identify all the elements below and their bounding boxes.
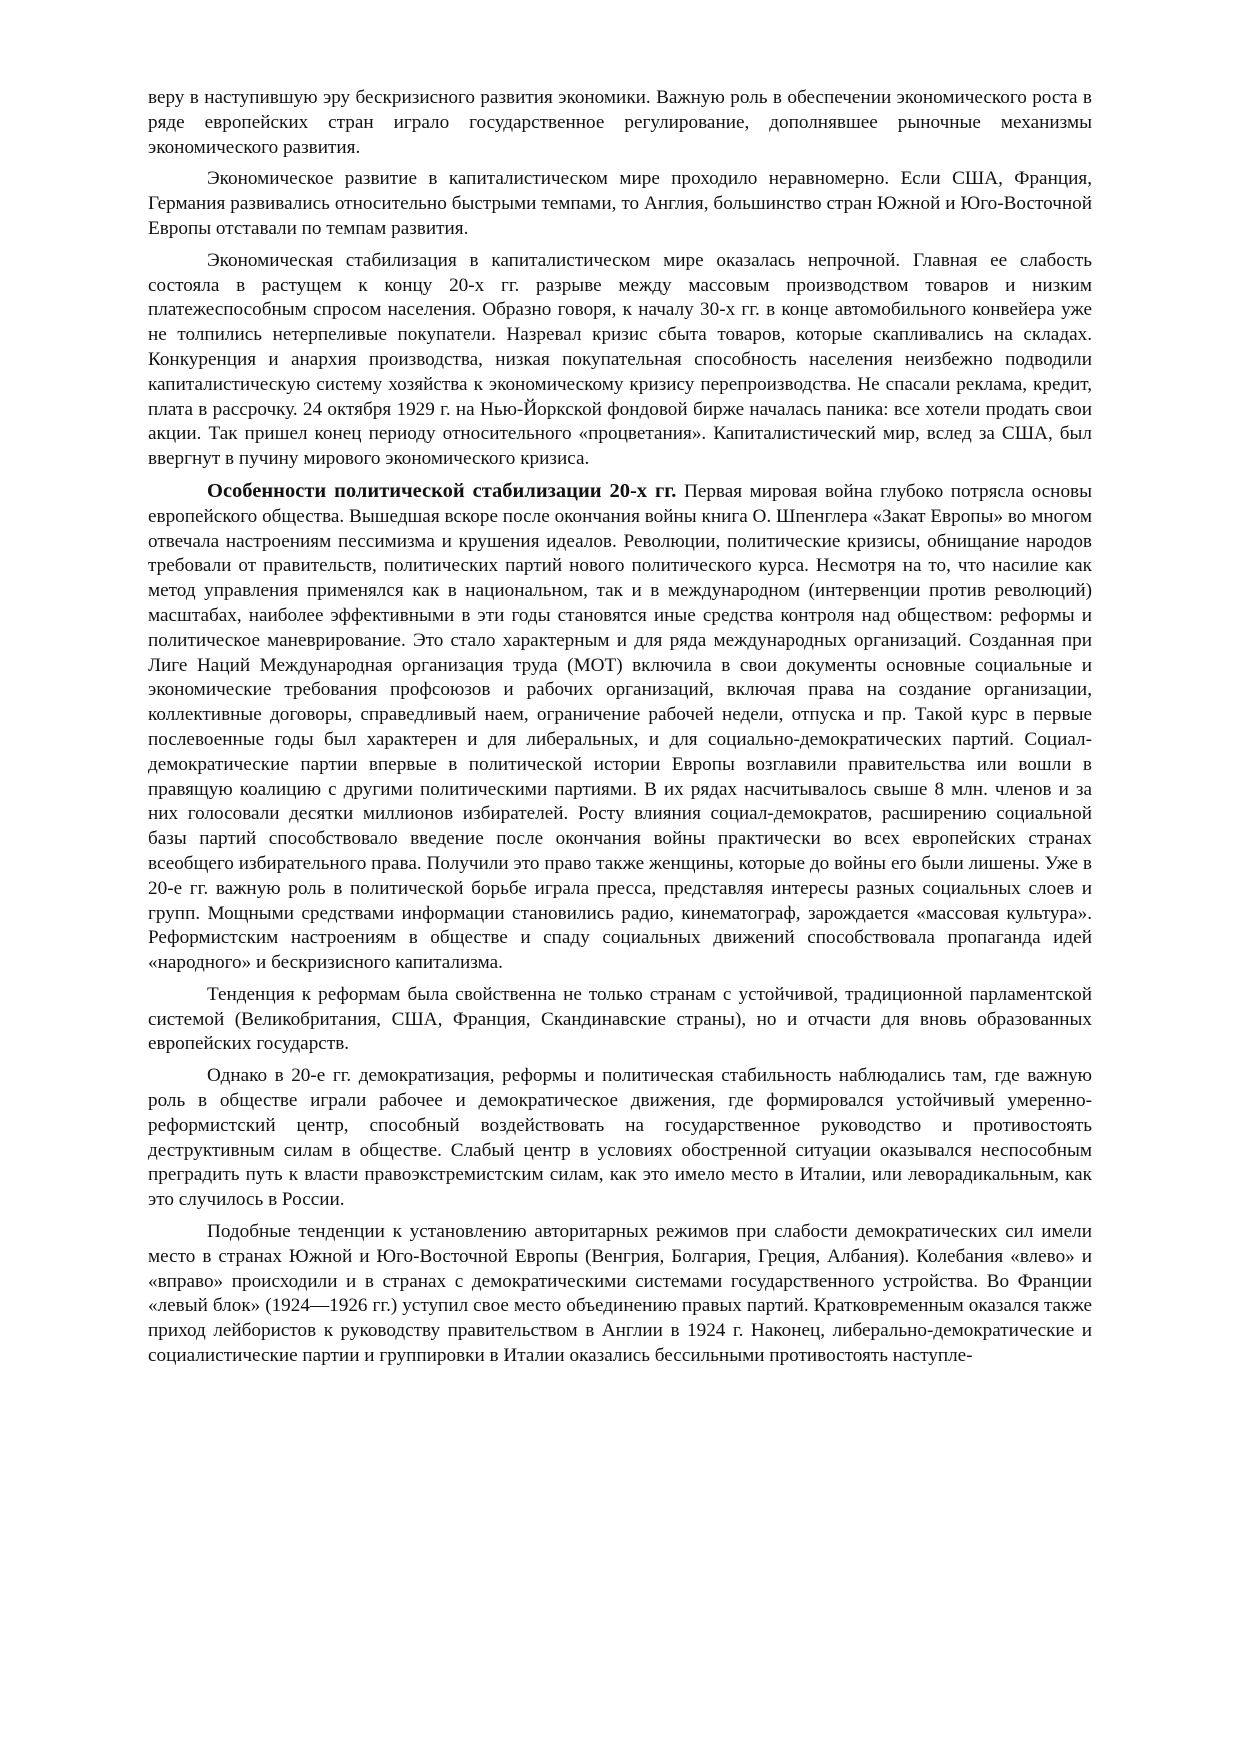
- paragraph-2-text: Экономическое развитие в капиталистическом мире проходило неравномерно. Если США, Франция, Германия развивались относительно быстрыми темпами, то Англия, большинство стран Южной и Юго-Восточной Европы отставали по темпам развития.: [148, 168, 1092, 239]
- section-heading: Особенности политической стабилизации 20-х гг.: [207, 479, 677, 502]
- paragraph-1-text: веру в наступившую эру бескризисного развития экономики. Важную роль в обеспечении экономического роста в ряде европейских стран играло государственное регулирование, дополнявшее рыночные механизмы экономического развития.: [148, 87, 1092, 158]
- paragraph-4: [148, 479, 1092, 976]
- paragraph-6-text: Однако в 20-е гг. демократизация, реформы и политическая стабильность наблюдались там, где важную роль в обществе играли рабочее и демократическое движения, где формировался устойчивый умеренно-реформистский центр, способный воздействовать на государственное руководство и противостоять деструктивным силам в обществе. Слабый центр в условиях обостренной ситуации оказывался неспособным преградить путь к власти правоэкстремистским силам, как это имело место в Италии, или леворадикальным, как это случилось в России.: [148, 1065, 1092, 1211]
- paragraph-2: [148, 167, 1092, 241]
- paragraph-3: [148, 249, 1092, 472]
- paragraph-7: [148, 1220, 1092, 1369]
- paragraph-4-text: Первая мировая война глубоко потрясла основы европейского общества. Вышедшая вскоре после окончания войны книга О. Шпенглера «Закат Европы» во многом отвечала настроениям пессимизма и крушения идеалов. Революции, политические кризисы, обнищание народов требовали от правительств, политических партий нового политического курса. Несмотря на то, что насилие как метод управления применялся как в национальном, так и в международном (интервенции против революций) масштабах, наиболее эффективными в эти годы становятся иные средства контроля над обществом: реформы и политическое маневрирование. Это стало характерным и для ряда международных организаций. Созданная при Лиге Наций Международная организация труда (МОТ) включила в свои документы основные социальные и экономические требования профсоюзов и рабочих организаций, включая права на создание организации, коллективные договоры, справедливый наем, ограничение рабочей недели, отпуска и пр. Такой курс в первые послевоенные годы был характерен и для либеральных, и для социально-демократических партий. Социал-демократические партии впервые в политической истории Европы возглавили правительства или вошли в правящую коалицию с другими политическими партиями. В их рядах насчитывалось свыше 8 млн. членов и за них голосовали десятки миллионов избирателей. Росту влияния социал-демократов, расширению социальной базы партий способствовало введение после окончания войны практически во всех европейских странах всеобщего избирательного права. Получили это право также женщины, которые до войны его были лишены. Уже в 20-е гг. важную роль в политической борьбе играла пресса, представляя интересы разных социальных слоев и групп. Мощными средствами информации становились радио, кинематограф, зарождается «массовая культура». Реформистским настроениям в обществе и спаду социальных движений способствовала пропаганда идей «народного» и бескризисного капитализма.: [148, 480, 1092, 974]
- paragraph-5: [148, 983, 1092, 1057]
- paragraph-7-text: Подобные тенденции к установлению авторитарных режимов при слабости демократических сил имели место в странах Южной и Юго-Восточной Европы (Венгрия, Болгария, Греция, Албания). Колебания «влево» и «вправо» происходили и в странах с демократическими системами государственного устройства. Во Франции «левый блок» (1924—1926 гг.) уступил свое место объединению правых партий. Кратковременным оказался также приход лейбористов к руководству правительством в Англии в 1924 г. Наконец, либерально-демократические и социалистические партии и группировки в Италии оказались бессильными противостоять наступле-: [148, 1221, 1092, 1367]
- paragraph-1: [148, 86, 1092, 160]
- paragraph-3-text: Экономическая стабилизация в капиталистическом мире оказалась непрочной. Главная ее слабость состояла в растущем к концу 20-х гг. разрыве между массовым производством товаров и низким платежеспособным спросом населения. Образно говоря, к началу 30-х гг. в конце автомобильного конвейера уже не толпились нетерпеливые покупатели. Назревал кризис сбыта товаров, которые скапливались на складах. Конкуренция и анархия производства, низкая покупательная способность населения неизбежно подводили капиталистическую систему хозяйства к экономическому кризису перепроизводства. Не спасали реклама, кредит, плата в рассрочку. 24 октября 1929 г. на Нью-Йоркской фондовой бирже началась паника: все хотели продать свои акции. Так пришел конец периоду относительного «процветания». Капиталистический мир, вслед за США, был ввергнут в пучину мирового экономического кризиса.: [148, 249, 1092, 470]
- document-page: [148, 86, 1092, 1376]
- paragraph-6: [148, 1064, 1092, 1213]
- paragraph-5-text: Тенденция к реформам была свойственна не только странам с устойчивой, традиционной парламентской системой (Великобритания, США, Франция, Скандинавские страны), но и отчасти для вновь образованных европейских государств.: [148, 983, 1092, 1055]
